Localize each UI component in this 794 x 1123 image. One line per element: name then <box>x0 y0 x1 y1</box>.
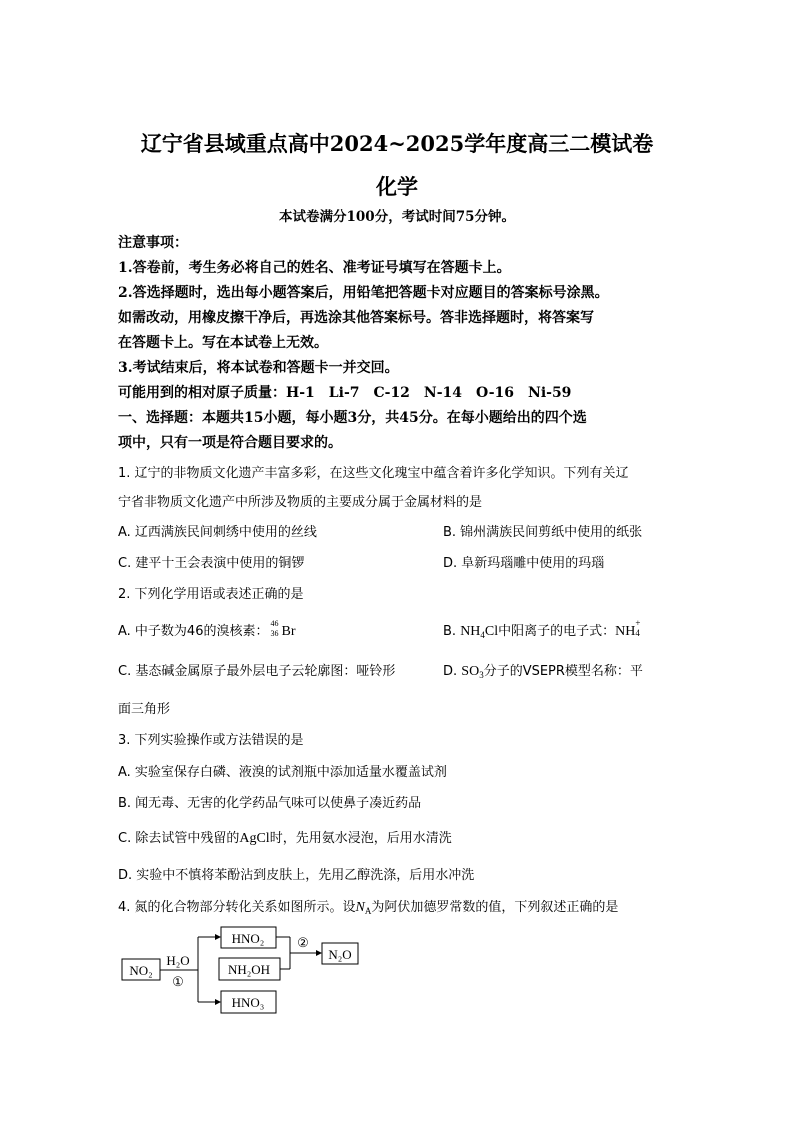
so3-formula <box>461 664 483 679</box>
q4-stem <box>118 896 618 916</box>
q2-option-b-label: B. <box>443 624 461 639</box>
mass-number: 46 <box>270 619 279 628</box>
ion-nh-text: NH <box>615 624 636 639</box>
nh4cl-formula <box>460 624 498 639</box>
so-text: SO <box>461 664 480 679</box>
q2-option-a <box>118 620 295 640</box>
q3-stem: 3. 下列实验操作或方法错误的是 <box>118 733 304 748</box>
notice-item-2-line-1: 2.答选择题时，选出每小题答案后，用铅笔把答题卡对应题目的答案标号涂黑。 <box>118 285 609 301</box>
nh-text: NH <box>460 624 481 639</box>
q3-option-c <box>118 827 452 847</box>
q1-option-a: A. 辽西满族民间刺绣中使用的丝线 <box>118 525 317 540</box>
q2-option-d-text: 分子的VSEPR模型名称：平 <box>483 664 643 679</box>
arrow-head-top <box>215 934 221 940</box>
no2-label: NO₂ <box>129 963 153 978</box>
q2-option-d <box>443 660 643 680</box>
ion-subscript-4: 4 <box>635 628 640 638</box>
q1-option-c: C. 建平十王会表演中使用的铜锣 <box>118 556 305 571</box>
agcl-formula: AgCl <box>239 831 270 846</box>
avogadro-subscript: A <box>364 906 372 916</box>
section-heading-line-2: 项中，只有一项是符合题目要求的。 <box>118 435 342 451</box>
notice-item-2-line-2: 如需改动，用橡皮擦干净后，再选涂其他答案标号。答非选择题时，将答案写 <box>118 310 594 326</box>
hno3-label: HNO₃ <box>231 995 265 1010</box>
atomic-number: 36 <box>270 629 279 638</box>
q1-option-b: B. 锦州满族民间剪纸中使用的纸张 <box>443 525 643 540</box>
q3-option-c-post: 时，先用氨水浸泡，后用水清洗 <box>269 831 452 846</box>
notice-heading: 注意事项： <box>118 235 188 251</box>
q1-stem-line-2: 宁省非物质文化遗产中所涉及物质的主要成分属于金属材料的是 <box>118 495 483 510</box>
q3-option-a: A. 实验室保存白磷、液溴的试剂瓶中添加适量水覆盖试剂 <box>118 765 447 780</box>
q3-option-d: D. 实验中不慎将苯酚沾到皮肤上，先用乙醇洗涤，后用水冲洗 <box>118 868 475 883</box>
q2-option-b <box>443 620 641 640</box>
ion-plus: + <box>635 618 641 628</box>
subscript-4: 4 <box>480 630 485 640</box>
nitrogen-conversion-diagram <box>120 925 380 1020</box>
q2-option-d-line-2: 面三角形 <box>118 702 171 717</box>
cl-text: Cl <box>484 624 499 639</box>
step-1-label: ① <box>172 974 184 989</box>
n2o-label: N₂O <box>328 947 352 962</box>
hno2-label: HNO₂ <box>231 931 265 946</box>
h2o-label: H₂O <box>166 953 190 968</box>
q2-option-b-text: 中阳离子的电子式： <box>498 624 616 639</box>
nh2oh-label: NH₂OH <box>227 962 271 977</box>
q2-stem: 2. 下列化学用语或表述正确的是 <box>118 587 304 602</box>
subject-title: 化学 <box>376 174 418 199</box>
q1-option-d: D. 阜新玛瑙雕中使用的玛瑙 <box>443 556 605 571</box>
arrow-head-bottom <box>215 999 221 1005</box>
subscript-3: 3 <box>479 670 484 680</box>
bromine-symbol: Br <box>281 624 296 639</box>
notice-item-2-line-3: 在答题卡上。写在本试卷上无效。 <box>118 335 328 351</box>
q2-option-a-text: A. 中子数为46的溴核素： <box>118 624 269 639</box>
notice-item-3: 3.考试结束后，将本试卷和答题卡一并交回。 <box>118 360 399 376</box>
q3-option-c-pre: C. 除去试管中残留的 <box>118 831 240 846</box>
ammonium-ion <box>615 618 641 639</box>
exam-info: 本试卷满分100分，考试时间75分钟。 <box>279 209 515 225</box>
avogadro-symbol: N <box>355 900 365 915</box>
atomic-masses: 可能用到的相对原子质量：H-1 Li-7 C-12 N-14 O-16 Ni-59 <box>118 385 572 401</box>
arrow-head-n2o <box>316 950 322 956</box>
q4-stem-post: 为阿伏加德罗常数的值，下列叙述正确的是 <box>371 900 619 915</box>
q3-option-b: B. 闻无毒、无害的化学药品气味可以使鼻子凑近药品 <box>118 796 422 811</box>
section-heading-line-1: 一、选择题：本题共15小题，每小题3分，共45分。在每小题给出的四个选 <box>118 410 587 426</box>
step-2-label: ② <box>297 935 309 950</box>
q2-option-c: C. 基态碱金属原子最外层电子云轮廓图：哑铃形 <box>118 664 396 679</box>
exam-title: 辽宁省县域重点高中2024~2025学年度高三二模试卷 <box>140 131 654 156</box>
notice-item-1: 1.答卷前，考生务必将自己的姓名、准考证号填写在答题卡上。 <box>118 260 511 276</box>
ion-charge <box>635 618 641 638</box>
q4-stem-pre: 4. 氮的化合物部分转化关系如图所示。设 <box>118 900 356 915</box>
q2-option-d-label: D. <box>443 664 462 679</box>
bromine-nuclide <box>268 619 281 638</box>
q1-stem-line-1: 1. 辽宁的非物质文化遗产丰富多彩，在这些文化瑰宝中蕴含着许多化学知识。下列有关辽 <box>118 466 629 481</box>
